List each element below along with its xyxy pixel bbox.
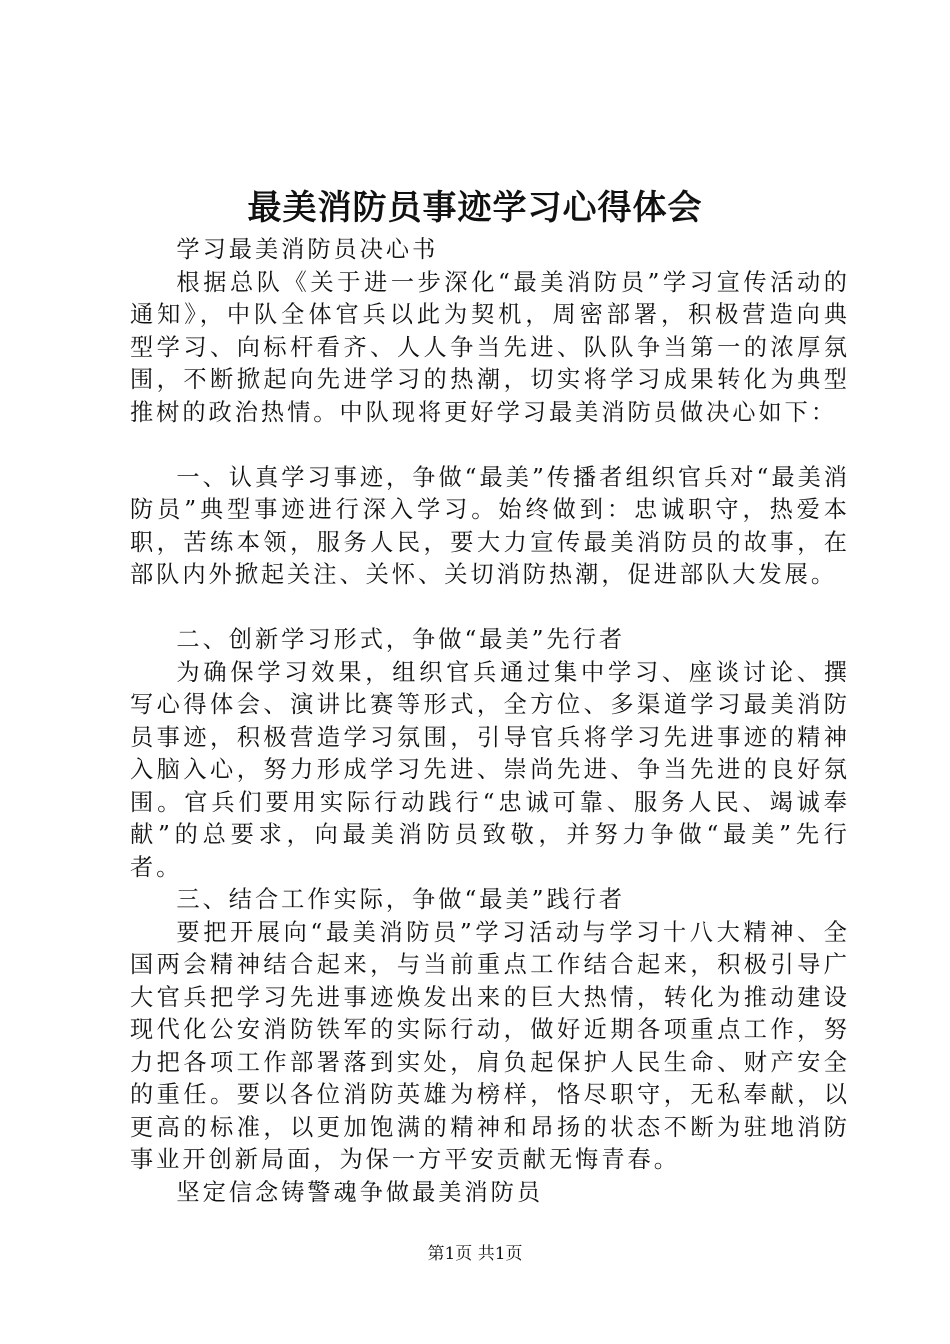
paragraph-section-1: 一、认真学习事迹，争做“最美”传播者组织官兵对“最美消防员”典型事迹进行深入学习。始终做到：忠诚职守，热爱本职，苦练本领，服务人民，要大力宣传最美消防员的故事，在部队内外掀起关注、关怀、关切消防热潮，促进部队大发展。 — [130, 463, 850, 588]
page-indicator: 第1页 共1页 — [427, 1244, 523, 1264]
paragraph-intro: 根据总队《关于进一步深化“最美消防员”学习宣传活动的通知》，中队全体官兵以此为契机，周密部署，积极营造向典型学习、向标杆看齐、人人争当先进、队队争当第一的浓厚氛围，不断掀起向先进学习的热潮，切实将学习成果转化为典型推树的政治热情。中队现将更好学习最美消防员做决心如下： — [130, 268, 850, 426]
document-body — [130, 234, 850, 1209]
paragraph-section-2-body: 为确保学习效果，组织官兵通过集中学习、座谈讨论、撰写心得体会、演讲比赛等形式，全方位、多渠道学习最美消防员事迹，积极营造学习氛围，引导官兵将学习先进事迹的精神入脑入心，努力形成学习先进、崇尚先进、争当先进的良好氛围。官兵们要用实际行动践行“忠诚可靠、服务人民、竭诚奉献”的总要求，向最美消防员致敬，并努力争做“最美”先行者。 — [130, 658, 850, 881]
paragraph-section-3-heading: 三、结合工作实际，争做“最美”践行者 — [176, 886, 626, 913]
paragraph-section-3-body: 要把开展向“最美消防员”学习活动与学习十八大精神、全国两会精神结合起来，与当前重点工作结合起来，积极引导广大官兵把学习先进事迹焕发出来的巨大热情，转化为推动建设现代化公安消防铁军的实际行动，做好近期各项重点工作，努力把各项工作部署落到实处，肩负起保护人民生命、财产安全的重任。要以各位消防英雄为榜样，恪尽职守，无私奉献，以更高的标准，以更加饱满的精神和昂扬的状态不断为驻地消防事业开创新局面，为保一方平安贡献无悔青春。 — [130, 918, 850, 1173]
paragraph-section-2-heading: 二、创新学习形式，争做“最美”先行者 — [176, 626, 626, 653]
document-title: 最美消防员事迹学习心得体会 — [247, 188, 703, 228]
paragraph-closing: 坚定信念铸警魂争做最美消防员 — [176, 1178, 544, 1206]
paragraph-subtitle: 学习最美消防员决心书 — [176, 236, 439, 263]
